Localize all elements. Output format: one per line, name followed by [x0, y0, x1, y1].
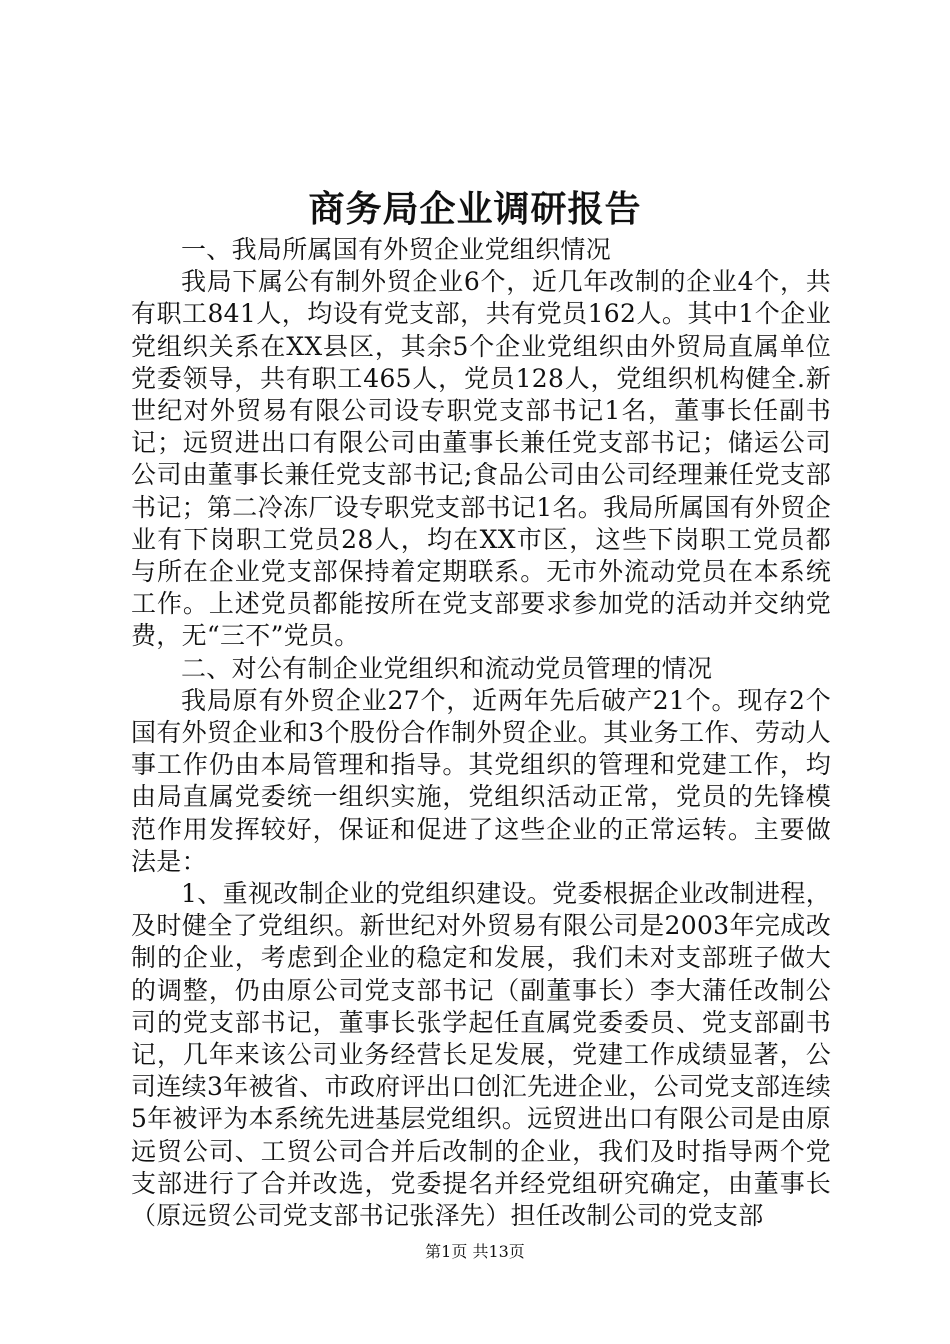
- paragraph-3: 1、重视改制企业的党组织建设。党委根据企业改制进程，及时健全了党组织。新世纪对外贸易有限公司是2003年完成改制的企业，考虑到企业的稳定和发展，我们未对支部班子做大的调整，仍由原公司党支部书记（副董事长）李大蒲任改制公司的党支部书记，董事长张学起任直属党委委员、党支部副书记，几年来该公司业务经营长足发展，党建工作成绩显著，公司连续3年被省、市政府评出口创汇先进企业，公司党支部连续5年被评为本系统先进基层党组织。远贸进出口有限公司是由原远贸公司、工贸公司合并后改制的企业，我们及时指导两个党支部进行了合并改选，党委提名并经党组研究确定，由董事长（原远贸公司党支部书记张泽先）担任改制公司的党支部: [131, 879, 831, 1231]
- document-title: 商务局企业调研报告: [308, 188, 642, 230]
- paragraph-1: 我局下属公有制外贸企业6个，近几年改制的企业4个，共有职工841人，均设有党支部，共有党员162人。其中1个企业党组织关系在XX县区，其余5个企业党组织由外贸局直属单位党委领导，共有职工465人，党员128人，党组织机构健全.新世纪对外贸易有限公司设专职党支部书记1名，董事长任副书记；远贸进出口有限公司由董事长兼任党支部书记；储运公司公司由董事长兼任党支部书记;食品公司由公司经理兼任党支部书记；第二冷冻厂设专职党支部书记1名。我局所属国有外贸企业有下岗职工党员28人，均在XX市区，这些下岗职工党员都与所在企业党支部保持着定期联系。无市外流动党员在本系统工作。上述党员都能按所在党支部要求参加党的活动并交纳党费，无“三不”党员。: [131, 267, 831, 651]
- page-footer: 第1页 共13页: [425, 1242, 525, 1261]
- paragraph-2: 我局原有外贸企业27个，近两年先后破产21个。现存2个国有外贸企业和3个股份合作制外贸企业。其业务工作、劳动人事工作仍由本局管理和指导。其党组织的管理和党建工作，均由局直属党委统一组织实施，党组织活动正常，党员的先锋模范作用发挥较好，保证和促进了这些企业的正常运转。主要做法是：: [131, 685, 831, 876]
- document-body: [131, 234, 831, 1232]
- section-heading-1: 一、我局所属国有外贸企业党组织情况: [181, 235, 612, 264]
- section-heading-2: 二、对公有制企业党组织和流动党员管理的情况: [181, 653, 713, 683]
